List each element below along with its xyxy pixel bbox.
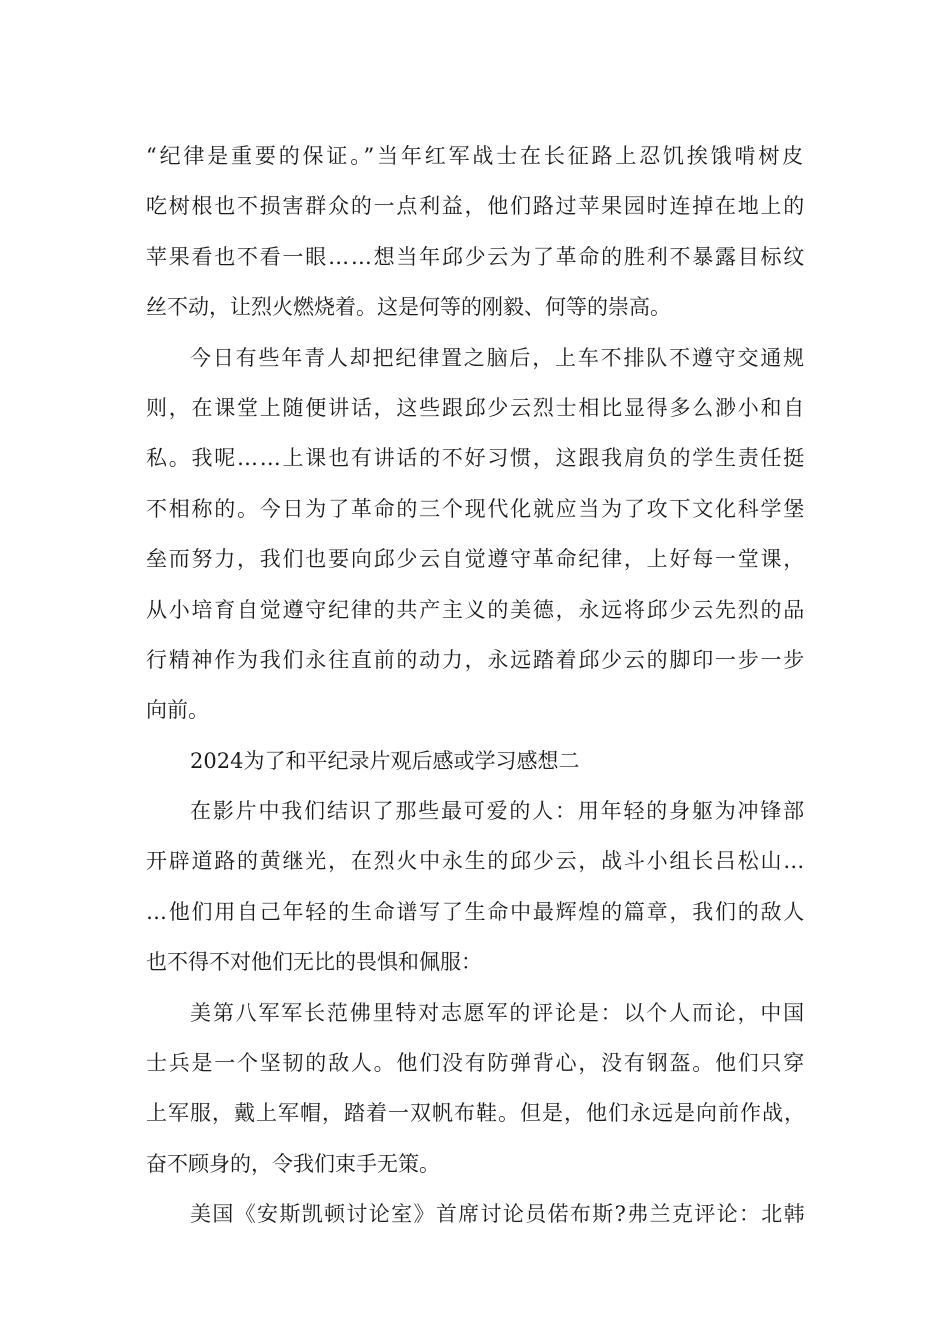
text-line: 奋不顾身的，令我们束手无策。 [146, 1151, 440, 1176]
text-line: 行精神作为我们永往直前的动力，永远踏着邱少云的脚印一步一步 [146, 647, 806, 672]
text-line: 从小培育自觉遵守纪律的共产主义的美德，永远将邱少云先烈的品 [146, 597, 806, 622]
text-line: 垒而努力，我们也要向邱少云自觉遵守革命纪律，上好每一堂课， [146, 547, 806, 572]
text-line: 私。我呢……上课也有讲话的不好习惯，这跟我肩负的学生责任挺 [146, 446, 806, 471]
text-line: 苹果看也不看一眼……想当年邱少云为了革命的胜利不暴露目标纹 [146, 244, 806, 269]
document-body [146, 131, 806, 1240]
text-line: 吃树根也不损害群众的一点利益，他们路过苹果园时连掉在地上的 [146, 194, 806, 219]
text-line: 开辟道路的黄继光，在烈火中永生的邱少云，战斗小组长吕松山… [146, 849, 806, 874]
section-heading: 2024为了和平纪录片观后感或学习感想二 [190, 748, 580, 773]
paragraph-first-line: 在影片中我们结识了那些最可爱的人：用年轻的身躯为冲锋部 [190, 799, 806, 824]
text-line: 丝不动，让烈火燃烧着。这是何等的刚毅、何等的崇高。 [146, 295, 671, 320]
text-line: 不相称的。今日为了革命的三个现代化就应当为了攻下文化科学堡 [146, 496, 806, 521]
text-line: 也不得不对他们无比的畏惧和佩服： [146, 950, 482, 975]
paragraph-first-line: 美国《安斯凯顿讨论室》首席讨论员偌布斯?弗兰克评论：北韩 [190, 1202, 806, 1227]
paragraph-first-line: 美第八军军长范佛里特对志愿军的评论是：以个人而论，中国 [190, 1000, 806, 1025]
text-line: 向前。 [146, 698, 209, 723]
text-line: 则，在课堂上随便讲话，这些跟邱少云烈士相比显得多么渺小和自 [146, 395, 806, 420]
text-line: 上军服，戴上军帽，踏着一双帆布鞋。但是，他们永远是向前作战， [146, 1101, 806, 1126]
text-line: 士兵是一个坚韧的敌人。他们没有防弹背心，没有钢盔。他们只穿 [146, 1051, 806, 1076]
text-line: …他们用自己年轻的生命谱写了生命中最辉煌的篇章，我们的敌人 [146, 899, 806, 924]
text-line: “纪律是重要的保证。”当年红军战士在长征路上忍饥挨饿啃树皮 [146, 144, 806, 168]
paragraph-first-line: 今日有些年青人却把纪律置之脑后，上车不排队不遵守交通规 [190, 345, 806, 370]
